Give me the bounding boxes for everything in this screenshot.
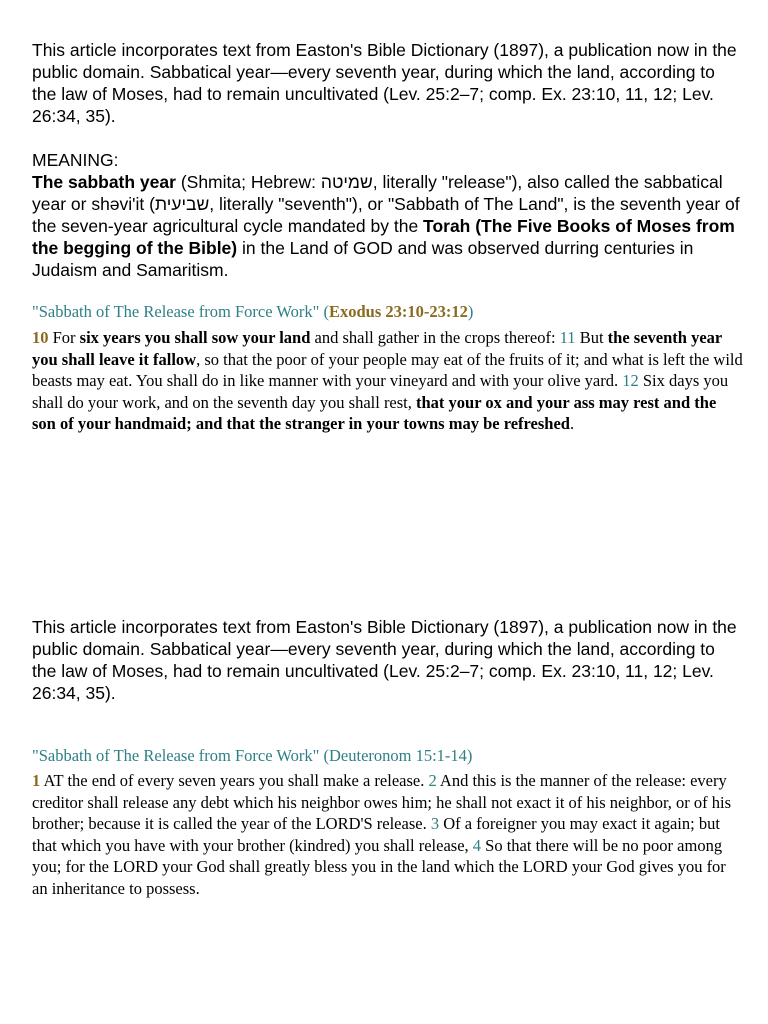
meaning-bold-torah: Torah (The Five Books of Moses from the begging of the Bible)	[32, 216, 735, 258]
exodus-heading-title: "Sabbath of The Release from Force Work" (	[32, 302, 329, 321]
verse-1-text: AT the end of every seven years you shall make a release.	[40, 771, 429, 790]
verse-number-12: 12	[622, 371, 639, 390]
meaning-text-2: in the Land of GOD and was observed durring centuries in Judaism and Samaritism.	[32, 238, 694, 280]
verse-11-text-a: But	[575, 328, 608, 347]
meaning-label: MEANING:	[32, 150, 119, 170]
verse-12-text-c: .	[569, 414, 575, 433]
verse-number-3: 3	[430, 814, 440, 833]
verse-12-text-a: Six days you shall do your work, and on the seventh day you shall rest,	[32, 371, 729, 412]
easton-intro-paragraph: This article incorporates text from Easton's Bible Dictionary (1897), a publication now in the public domain. Sabbatical year—every seventh year, during which the land, according to the law of Moses, had to remain uncultivated (Lev. 25:2–7; comp. Ex. 23:10, 11, 12; Lev. 26:34, 35).	[32, 40, 737, 126]
easton-intro-section-2	[32, 616, 744, 704]
verse-number-10: 10	[32, 328, 49, 347]
verse-12-bold: that your ox and your ass may rest and the son of your handmaid; and that the stranger in your towns may be refreshed	[32, 392, 717, 433]
deuteronomy-heading: "Sabbath of The Release from Force Work" (Deuteronom 15:1-14)	[32, 746, 473, 765]
verse-11-bold: the seventh year you shall leave it fallow	[32, 328, 722, 369]
verse-11-text-c: , so that the poor of your people may eat of the fruits of it; and what is left the wild beasts may eat. You shall do in like manner with your vineyard and with your olive yard.	[32, 349, 743, 390]
verse-3-text: Of a foreigner you may exact it again; but that which you have with your brother (kindred) you shall release,	[32, 814, 720, 855]
verse-number-11: 11	[559, 328, 576, 347]
verse-number-2: 2	[428, 771, 437, 790]
exodus-heading	[32, 301, 744, 322]
verse-number-1: 1	[32, 771, 41, 790]
verse-2-text: And this is the manner of the release: every creditor shall release any debt which his neighbor owes him; he shall not exact it of his neighbor, or of his brother; because it is called the year of the LORD'S release.	[32, 771, 732, 833]
verse-4-text: So that there will be no poor among you; for the LORD your God shall greatly bless you in the land which the LORD your God gives you for an inheritance to possess.	[32, 835, 726, 898]
exodus-heading-reference: Exodus 23:10-23:12	[329, 302, 468, 321]
verse-10-bold: six years you shall sow your land	[79, 328, 311, 347]
deuteronomy-verses	[32, 770, 744, 899]
verse-number-4: 4	[472, 835, 482, 855]
meaning-paragraph	[32, 171, 744, 281]
exodus-heading-close: )	[467, 302, 474, 321]
exodus-passage	[32, 301, 744, 435]
meaning-text-1: (Shmita; Hebrew: שמיטה, literally "release"), also called the sabbatical year or shəvi'it (שביעית, literally "seventh"), or "Sabbath of The Land", is the seventh year of the seven-year agricultural cycle mandated by the	[32, 172, 740, 236]
verse-10-text-a: For	[48, 328, 80, 347]
exodus-verses	[32, 327, 744, 435]
meaning-bold-term: The sabbath year	[32, 172, 176, 192]
verse-10-text-c: and shall gather in the crops thereof:	[310, 328, 560, 347]
deuteronomy-passage	[32, 745, 744, 899]
easton-intro-section-1	[32, 39, 744, 281]
easton-intro-paragraph-2: This article incorporates text from Easton's Bible Dictionary (1897), a publication now in the public domain. Sabbatical year—every seventh year, during which the land, according to the law of Moses, had to remain uncultivated (Lev. 25:2–7; comp. Ex. 23:10, 11, 12; Lev. 26:34, 35).	[32, 617, 737, 703]
